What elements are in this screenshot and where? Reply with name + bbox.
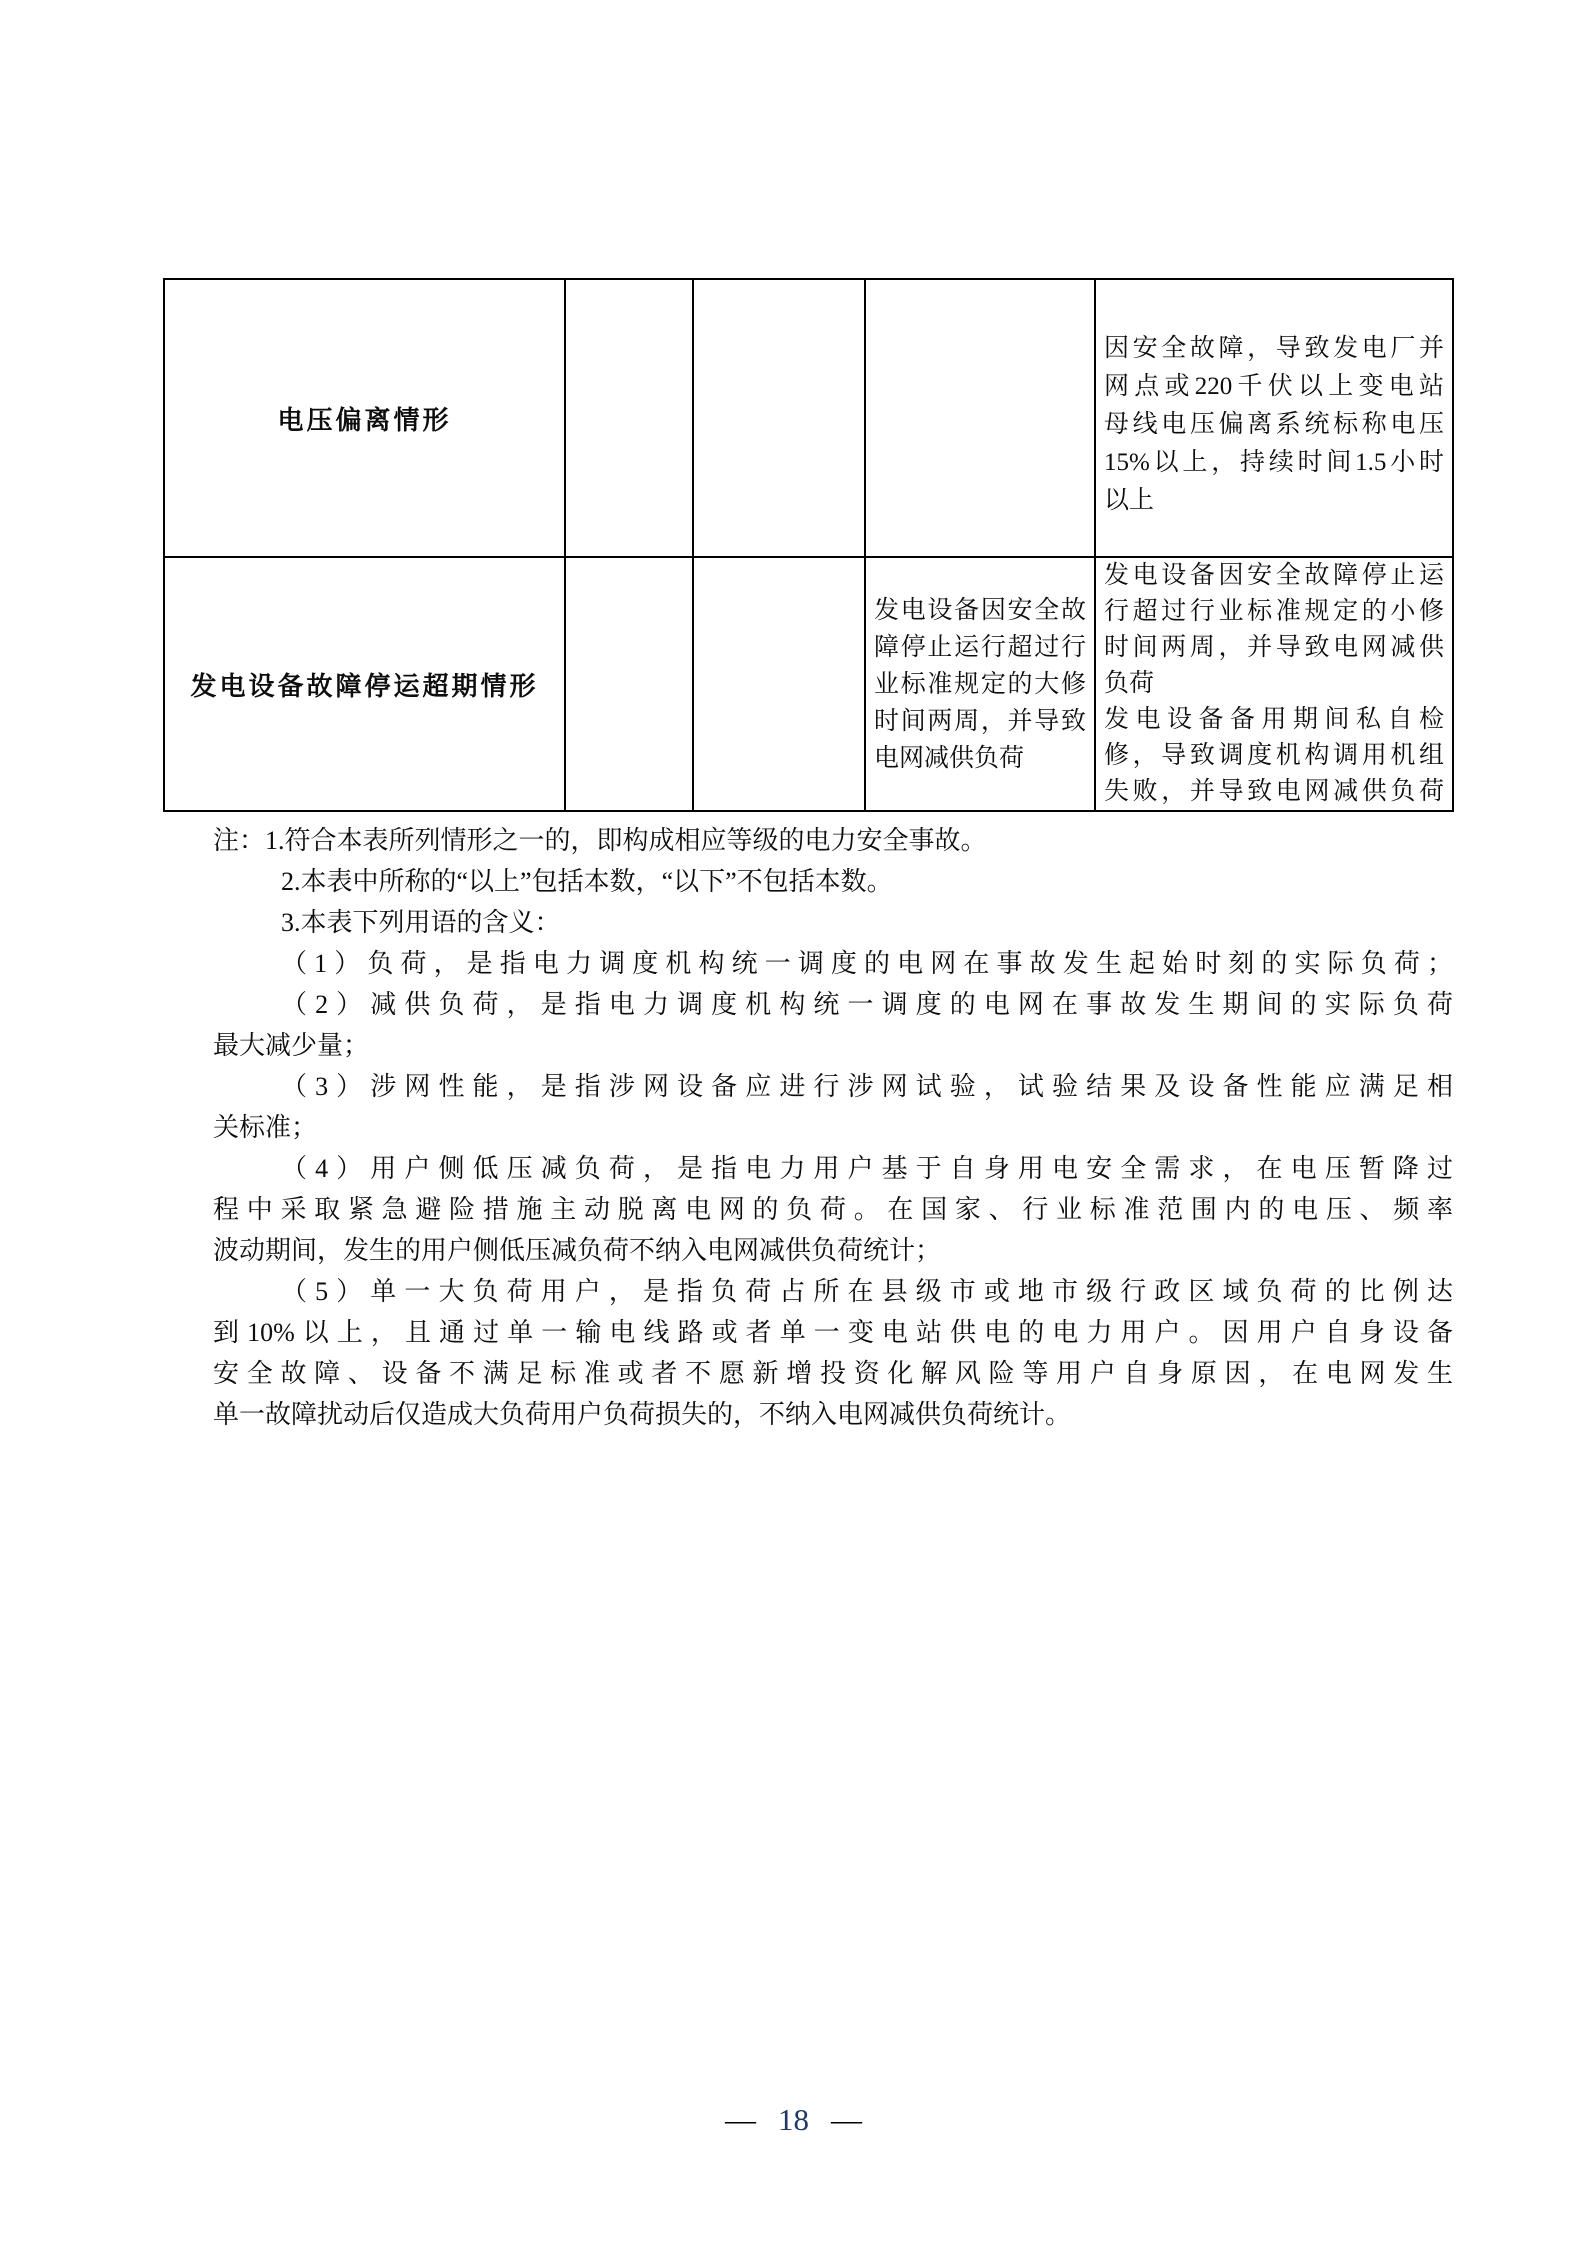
accident-grade-table: [163, 278, 1454, 812]
note-line: （4）用户侧低压减负荷，是指电力用户基于自身用电安全需求，在电压暂降过: [281, 1154, 1453, 1183]
empty-cell: [694, 558, 866, 812]
criteria-line: 时间两周，并导致: [874, 707, 1086, 735]
criteria-line: 15%以上，持续时间1.5小时: [1104, 449, 1444, 476]
note-line: （5）单一大负荷用户，是指负荷占所在县级市或地市级行政区域负荷的比例达: [281, 1277, 1453, 1306]
note-line: 注：1.符合本表所列情形之一的，即构成相应等级的电力安全事故。: [213, 826, 987, 855]
note-line: 波动期间，发生的用户侧低压减负荷不纳入电网减供负荷统计；: [213, 1236, 942, 1265]
criteria-cell-minor-overhaul: [1096, 558, 1454, 812]
notes-section: [213, 820, 1453, 1435]
note-line: （2）减供负荷，是指电力调度机构统一调度的电网在事故发生期间的实际负荷: [281, 990, 1453, 1019]
criteria-line: 电网减供负荷: [874, 744, 1025, 772]
criteria-line: 网点或220千伏以上变电站: [1104, 373, 1444, 400]
note-line: （3）涉网性能，是指涉网设备应进行涉网试验，试验结果及设备性能应满足相: [281, 1072, 1453, 1101]
empty-cell: [566, 558, 694, 812]
note-line: （1）负荷，是指电力调度机构统一调度的电网在事故发生起始时刻的实际负荷；: [281, 949, 1453, 978]
page-number-value: 18: [778, 2102, 809, 2137]
empty-cell: [866, 280, 1096, 558]
criteria-line: 以上: [1104, 487, 1155, 514]
note-line: 单一故障扰动后仅造成大负荷用户负荷损失的，不纳入电网减供负荷统计。: [213, 1400, 1072, 1429]
note-line: 到10%以上，且通过单一输电线路或者单一变电站供电的电力用户。因用户自身设备: [213, 1318, 1453, 1347]
note-line: 关标准；: [213, 1113, 318, 1142]
criteria-line: 修，导致调度机构调用机组: [1104, 742, 1444, 769]
page-number-dash-right: —: [831, 2102, 862, 2137]
empty-cell: [566, 280, 694, 558]
criteria-line: 失败，并导致电网减供负荷: [1104, 778, 1444, 805]
note-line: 最大减少量；: [213, 1031, 370, 1060]
criteria-line: 母线电压偏离系统标称电压: [1104, 411, 1444, 438]
criteria-line: 因安全故障，导致发电厂并: [1104, 335, 1444, 362]
situation-cell-generator-outage-overdue: 发电设备故障停运超期情形: [165, 558, 566, 812]
note-line: 程中采取紧急避险措施主动脱离电网的负荷。在国家、行业标准范围内的电压、频率: [213, 1195, 1453, 1224]
criteria-line: 时间两周，并导致电网减供: [1104, 634, 1444, 661]
note-line: 安全故障、设备不满足标准或者不愿新增投资化解风险等用户自身原因，在电网发生: [213, 1359, 1453, 1388]
criteria-line: 发电设备因安全故: [874, 596, 1086, 624]
criteria-line: 障停止运行超过行: [874, 633, 1086, 661]
criteria-line: 业标准规定的大修: [874, 670, 1086, 698]
empty-cell: [694, 280, 866, 558]
page-number-dash-left: —: [725, 2102, 756, 2137]
note-line: 2.本表中所称的“以上”包括本数，“以下”不包括本数。: [281, 867, 893, 896]
criteria-cell-major-overhaul: [866, 558, 1096, 812]
situation-cell-voltage-deviation: 电压偏离情形: [165, 280, 566, 558]
criteria-cell-voltage-deviation: [1096, 280, 1454, 558]
criteria-line: 发电设备备用期间私自检: [1104, 706, 1444, 733]
criteria-line: 负荷: [1104, 670, 1155, 697]
page-number: [0, 2100, 1587, 2140]
criteria-line: 发电设备因安全故障停止运: [1104, 562, 1444, 589]
criteria-line: 行超过行业标准规定的小修: [1104, 598, 1444, 625]
note-line: 3.本表下列用语的含义：: [281, 908, 561, 937]
